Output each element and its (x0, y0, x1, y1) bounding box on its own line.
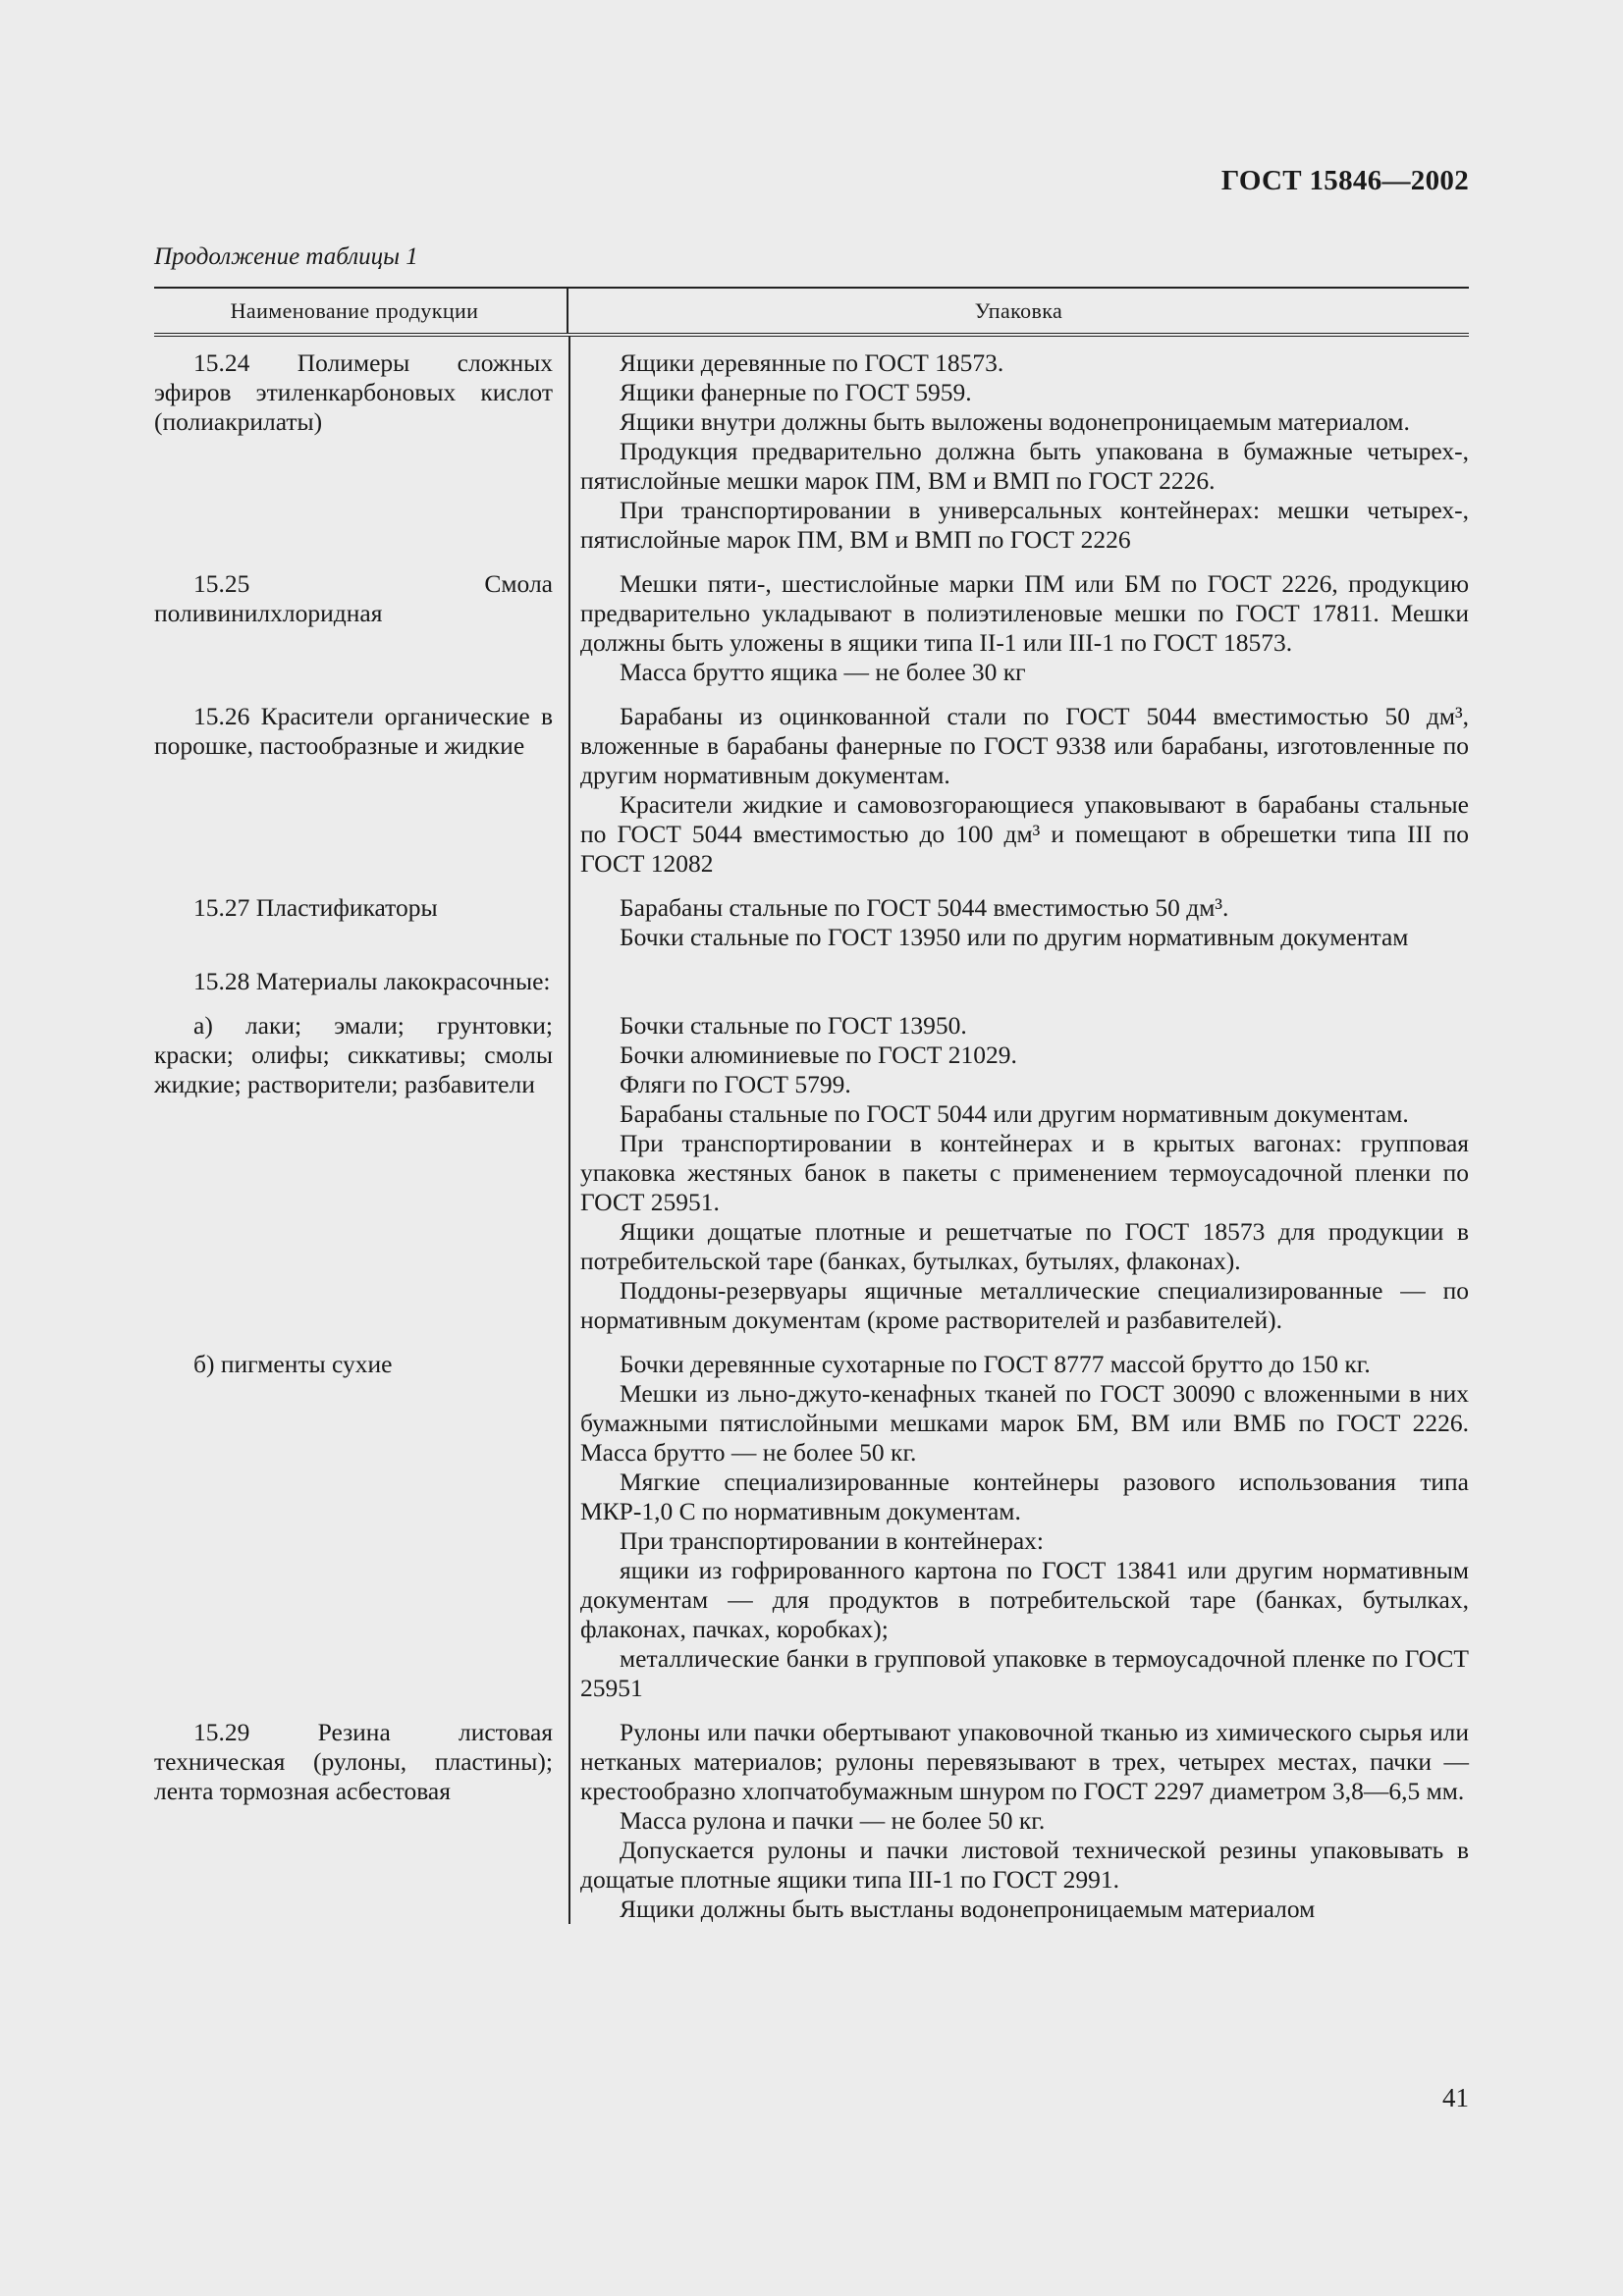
packaging-paragraph: ящики из гофрированного картона по ГОСТ 13841 или другим нормативным документам — для продуктов в потребительской таре (банках, бутылках, флаконах, пачках, коробках); (580, 1556, 1469, 1643)
product-name: 15.25 Смола поливинилхлоридная (154, 569, 553, 627)
product-name-cell (154, 893, 568, 952)
packaging-paragraph: При транспортировании в контейнерах: (620, 1526, 1044, 1555)
packaging-cell (568, 702, 1469, 879)
product-name-cell (154, 702, 568, 879)
packaging-cell (568, 1350, 1469, 1703)
product-name: 15.29 Резина листовая техническая (рулоны, пластины); лента тормозная асбестовая (154, 1718, 553, 1805)
table-row (154, 1718, 1469, 1924)
packaging-paragraph: При транспортировании в контейнерах и в крытых вагонах: групповая упаковка жестяных банок в пакеты с применением термоусадочной пленки по ГОСТ 25951. (580, 1129, 1469, 1216)
product-name: 15.27 Пластификаторы (193, 893, 438, 922)
packaging-cell (568, 893, 1469, 952)
packaging-cell (568, 569, 1469, 687)
packaging-cell (568, 1718, 1469, 1924)
table-row (154, 893, 1469, 952)
table-body (154, 337, 1469, 1924)
table-row (154, 348, 1469, 555)
packaging-paragraph: Ящики деревянные по ГОСТ 18573. (620, 348, 1004, 377)
table-header (154, 287, 1469, 337)
product-name: а) лаки; эмали; грунтовки; краски; олифы; сиккативы; смолы жидкие; растворители; разбавители (154, 1011, 553, 1098)
packaging-paragraph: Барабаны из оцинкованной стали по ГОСТ 5044 вместимостью 50 дм³, вложенные в барабаны фанерные по ГОСТ 9338 или барабаны, изготовленные по другим нормативным документам. (580, 702, 1469, 789)
packaging-paragraph: Рулоны или пачки обертывают упаковочной тканью из химического сырья или нетканых материалов; рулоны перевязывают в трех, четырех местах, пачки — крестообразно хлопчатобумажным шнуром по ГОСТ 2297 диаметром 3,8—6,5 мм. (580, 1718, 1469, 1805)
product-name: 15.28 Материалы лакокрасочные: (193, 967, 551, 995)
packaging-cell (568, 348, 1469, 555)
table-row (154, 967, 1469, 996)
product-name-cell (154, 1350, 568, 1703)
packaging-paragraph: Масса рулона и пачки — не более 50 кг. (620, 1806, 1046, 1835)
packaging-cell (568, 1011, 1469, 1335)
table-row (154, 702, 1469, 879)
product-name-cell (154, 348, 568, 555)
packaging-paragraph: металлические банки в групповой упаковке в термоусадочной пленке по ГОСТ 25951 (580, 1644, 1469, 1702)
table-row (154, 569, 1469, 687)
packaging-paragraph: Мешки из льно-джуто-кенафных тканей по ГОСТ 30090 с вложенными в них бумажными пятислойными мешками марок БМ, ВМ или ВМБ по ГОСТ 2226. Масса брутто — не более 50 кг. (580, 1379, 1469, 1467)
product-name-cell (154, 569, 568, 687)
packaging-paragraph: Ящики фанерные по ГОСТ 5959. (620, 378, 972, 406)
product-name-cell (154, 1011, 568, 1335)
document-header: ГОСТ 15846—2002 (1220, 165, 1469, 196)
table-row (154, 1350, 1469, 1703)
table-row (154, 1011, 1469, 1335)
product-name: 15.24 Полимеры сложных эфиров этиленкарбоновых кислот (полиакрилаты) (154, 348, 553, 436)
packaging-paragraph: Бочки деревянные сухотарные по ГОСТ 8777 массой брутто до 150 кг. (620, 1350, 1371, 1378)
table-caption: Продолжение таблицы 1 (154, 243, 418, 270)
packaging-paragraph: Допускается рулоны и пачки листовой технической резины упаковывать в дощатые плотные ящики типа III-1 по ГОСТ 2991. (580, 1836, 1469, 1894)
packaging-paragraph: Масса брутто ящика — не более 30 кг (620, 658, 1026, 686)
column-header-packaging: Упаковка (974, 297, 1063, 323)
packaging-paragraph: При транспортировании в универсальных контейнерах: мешки четырех-, пятислойные марок ПМ, ВМ и ВМП по ГОСТ 2226 (580, 496, 1469, 554)
packaging-paragraph: Ящики дощатые плотные и решетчатые по ГОСТ 18573 для продукции в потребительской таре (банках, бутылках, бутылях, флаконах). (580, 1217, 1469, 1275)
packaging-paragraph: Мягкие специализированные контейнеры разового использования типа МКР-1,0 С по нормативным документам. (580, 1468, 1469, 1525)
product-name-cell (154, 967, 568, 996)
packaging-paragraph: Бочки алюминиевые по ГОСТ 21029. (620, 1041, 1017, 1069)
packaging-paragraph: Продукция предварительно должна быть упакована в бумажные четырех-, пятислойные мешки марок ПМ, ВМ и ВМП по ГОСТ 2226. (580, 437, 1469, 495)
packaging-paragraph: Ящики должны быть выстланы водонепроницаемым материалом (620, 1895, 1316, 1923)
packaging-cell (568, 967, 1469, 996)
column-header-product: Наименование продукции (154, 289, 568, 333)
page-number: 41 (1442, 2083, 1469, 2112)
packaging-paragraph: Бочки стальные по ГОСТ 13950. (620, 1011, 967, 1040)
packaging-paragraph: Поддоны-резервуары ящичные металлические специализированные — по нормативным документам (кроме растворителей и разбавителей). (580, 1276, 1469, 1334)
packaging-paragraph: Бочки стальные по ГОСТ 13950 или по другим нормативным документам (620, 923, 1409, 951)
packaging-paragraph: Барабаны стальные по ГОСТ 5044 или другим нормативным документам. (620, 1099, 1409, 1128)
packaging-paragraph: Мешки пяти-, шестислойные марки ПМ или БМ по ГОСТ 2226, продукцию предварительно укладывают в полиэтиленовые мешки по ГОСТ 17811. Мешки должны быть уложены в ящики типа II-1 или III-1 по ГОСТ 18573. (580, 569, 1469, 657)
product-name: 15.26 Красители органические в порошке, пастообразные и жидкие (154, 702, 553, 760)
product-name: б) пигменты сухие (193, 1350, 393, 1378)
packaging-table (154, 287, 1469, 1939)
product-name-cell (154, 1718, 568, 1924)
packaging-paragraph: Ящики внутри должны быть выложены водонепроницаемым материалом. (620, 407, 1410, 436)
packaging-paragraph: Фляги по ГОСТ 5799. (620, 1070, 851, 1098)
packaging-paragraph: Барабаны стальные по ГОСТ 5044 вместимостью 50 дм³. (620, 893, 1229, 922)
packaging-paragraph: Красители жидкие и самовозгорающиеся упаковывают в барабаны стальные по ГОСТ 5044 вместимостью до 100 дм³ и помещают в обрешетки типа III по ГОСТ 12082 (580, 790, 1469, 878)
